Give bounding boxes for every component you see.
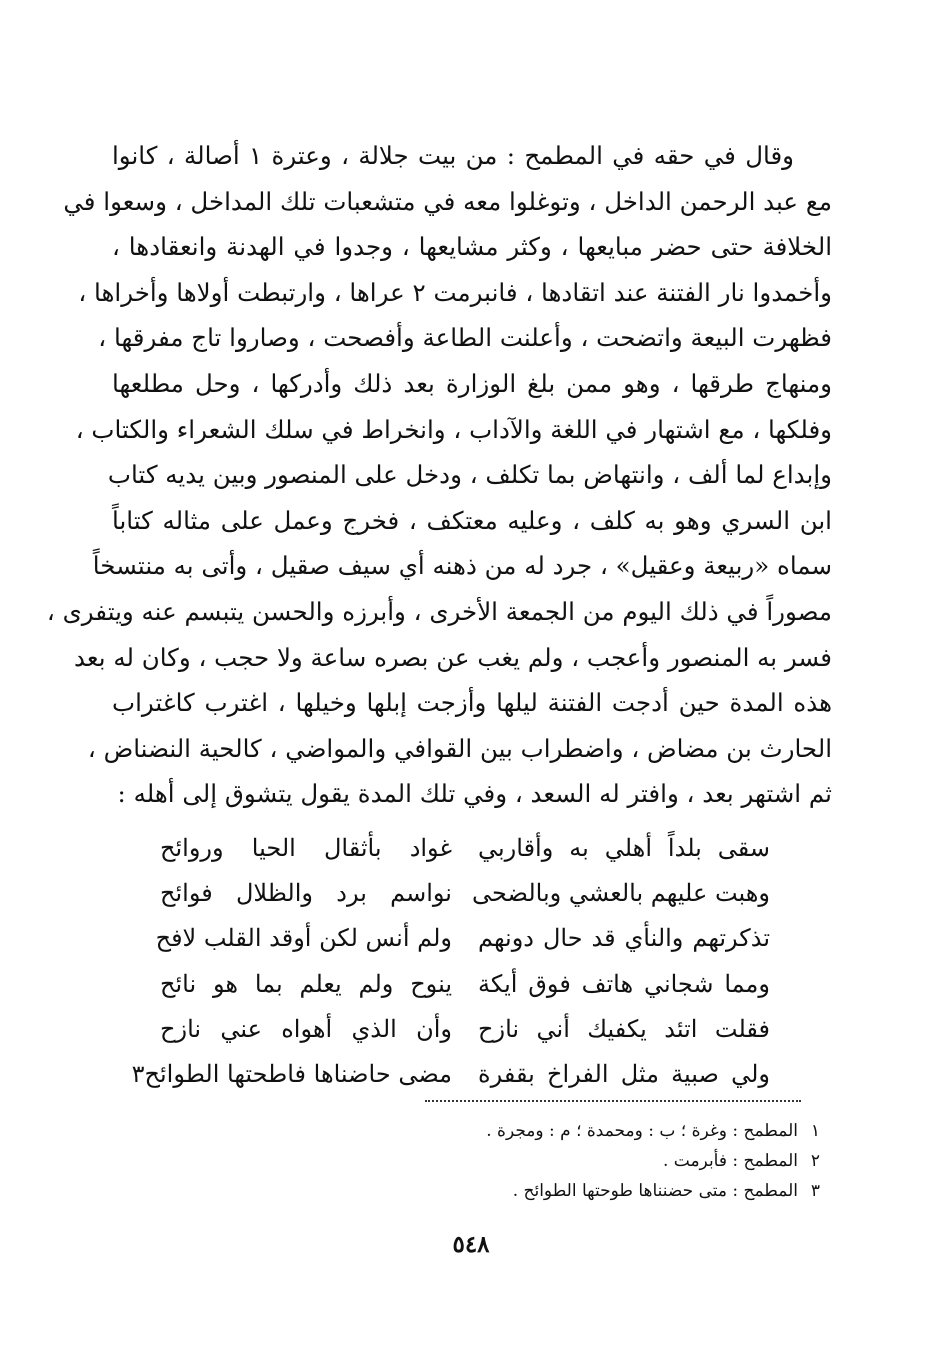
prose-line: الحارث بن مضاض ، واضطراب بين القوافي والمواضي ، كالحية النضناض ، (87, 733, 832, 763)
verse-second-hemistich: مضى حاضناها فاطحتها الطوائح٣ (131, 1059, 452, 1088)
prose-line: الخلافة حتى حضر مبايعها ، وكثر مشايعها ، وجدوا في الهدنة وانعقادها ، (112, 232, 832, 262)
verse-second-hemistich: ينوح ولم يعلم بما هو نائح (160, 969, 452, 998)
poem-verse (131, 1052, 770, 1097)
verse-first-hemistich: ولي صبية مثل الفراخ بقفرة (478, 1059, 770, 1088)
prose-line: ابن السري وهو به كلف ، وعليه معتكف ، فخرج وعمل على مثاله كتاباً (112, 505, 832, 535)
verse-first-hemistich: ومما شجاني هاتف فوق أيكة (478, 969, 770, 998)
prose-line: ثم اشتهر بعد ، وافتر له السعد ، وفي تلك المدة يقول يتشوق إلى أهله : (117, 779, 832, 809)
verse-second-hemistich: غواد بأثقال الحيا وروائح (160, 834, 452, 862)
verse-first-hemistich: فقلت اتئد يكفيك أني نازح (478, 1014, 770, 1043)
prose-paragraph (46, 133, 832, 817)
footnote-text: المطمح : فأبرمت . (662, 1151, 798, 1171)
footnote (420, 1116, 820, 1146)
poem-verse (155, 916, 770, 961)
prose-line: مصوراً في ذلك اليوم من الجمعة الأخرى ، وأبرزه والحسن يتبسم عنه ويتفرى ، (46, 596, 832, 626)
prose-line: هذه المدة حين أدجت الفتنة ليلها وأزجت إبلها وخيلها ، اغترب كاغتراب (112, 688, 832, 718)
verse-second-hemistich: نواسم برد والظلال فوائح (160, 879, 452, 908)
verse-first-hemistich: وهبت عليهم بالعشي وبالضحى (472, 879, 770, 908)
verse-second-hemistich: وأن الذي أهواه عني نازح (160, 1014, 452, 1043)
poem-verse (160, 871, 770, 916)
poem-verse (160, 1007, 770, 1052)
page-number: ٥٤٨ (452, 1231, 490, 1258)
prose-line: وأخمدوا نار الفتنة عند اتقادها ، فانبرمت ٢ عراها ، وارتبطت أولاها وأخراها ، (78, 277, 832, 307)
footnote (420, 1176, 820, 1206)
prose-line: وفلكها ، مع اشتهار في اللغة والآداب ، وانخراط في سلك الشعراء والكتاب ، (75, 414, 832, 444)
prose-line: ومنهاج طرقها ، وهو ممن بلغ الوزارة بعد ذلك وأدركها ، وحل مطلعها (112, 368, 832, 398)
prose-line: فسر به المنصور وأعجب ، ولم يغب عن بصره ساعة ولا حجب ، وكان له بعد (74, 642, 832, 672)
footnote (420, 1146, 820, 1176)
footnote-number: ٣ (810, 1181, 820, 1201)
verse-first-hemistich: سقى بلداً أهلي به وأقاربي (478, 834, 770, 862)
footnote-number: ٢ (810, 1151, 820, 1171)
poem (131, 826, 770, 1097)
prose-line: سماه «ربيعة وعقيل» ، جرد له من ذهنه أي سيف صقيل ، وأتى به منتسخاً (92, 551, 832, 581)
footnotes (420, 1116, 820, 1206)
prose-line: وقال في حقه في المطمح : من بيت جلالة ، وعترة ١ أصالة ، كانوا (112, 141, 794, 170)
verse-first-hemistich: تذكرتهم والنأي قد حال دونهم (478, 924, 770, 953)
footnote-divider (425, 1100, 801, 1102)
footnote-text: المطمح : وغرة ؛ ب : ومحمدة ؛ م : ومجرة . (486, 1121, 798, 1141)
prose-line: فظهرت البيعة واتضحت ، وأعلنت الطاعة وأفصحت ، وصاروا تاج مفرقها ، (98, 323, 832, 353)
poem-verse (160, 962, 770, 1007)
footnote-number: ١ (810, 1121, 820, 1141)
verse-second-hemistich: ولم أنس لكن أوقد القلب لافح (155, 924, 452, 953)
prose-line: وإبداع لما ألف ، وانتهاض بما تكلف ، ودخل على المنصور وبين يديه كتاب (107, 460, 832, 490)
poem-verse (160, 826, 770, 871)
footnote-text: المطمح : متى حضنناها طوحتها الطوائح . (512, 1181, 798, 1201)
prose-line: مع عبد الرحمن الداخل ، وتوغلوا معه في متشعبات تلك المداخل ، وسعوا في (63, 186, 832, 216)
